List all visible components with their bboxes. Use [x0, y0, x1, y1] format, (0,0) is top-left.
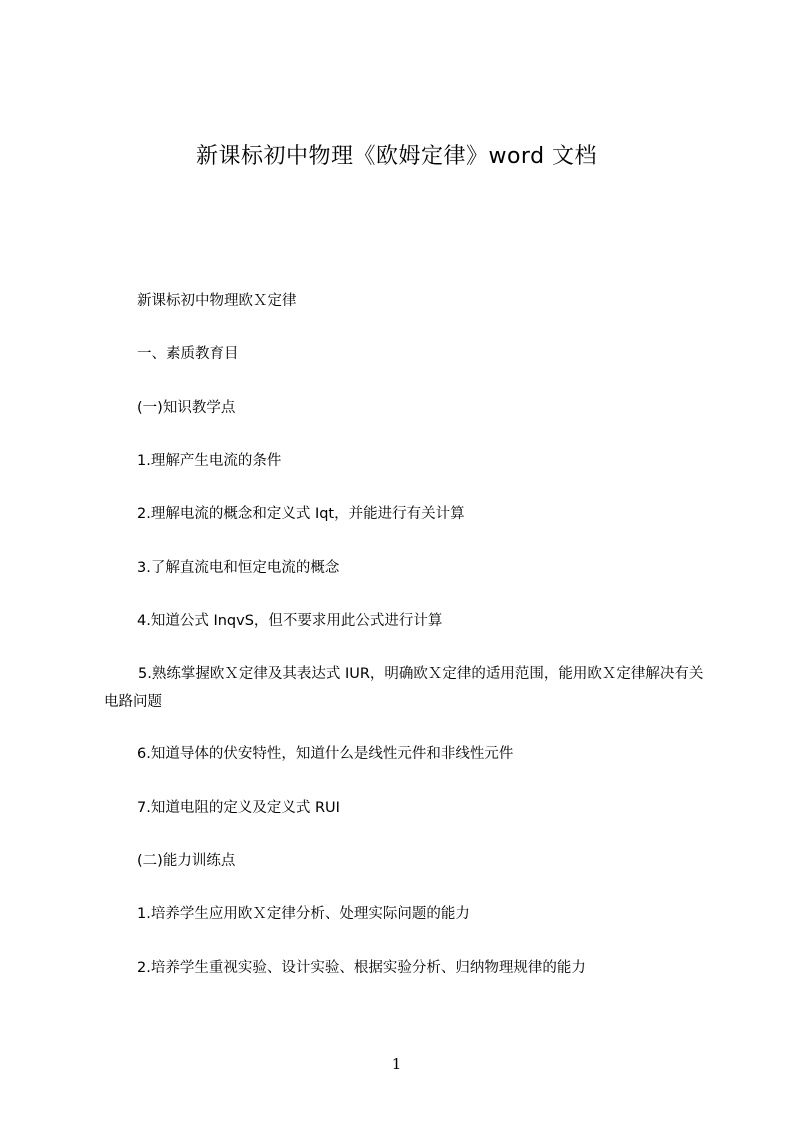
- page-number: 1: [391, 1055, 402, 1073]
- list-item-5: 5.熟练掌握欧Ｘ定律及其表达式 IUR，明确欧Ｘ定律的适用范围，能用欧Ｘ定律解决有关电路问题: [104, 666, 704, 710]
- list-item-6: 6.知道导体的伏安特性，知道什么是线性元件和非线性元件: [137, 746, 514, 762]
- document-title: 新课标初中物理《欧姆定律》word 文档: [195, 144, 598, 169]
- list-item-3: 3.了解直流电和恒定电流的概念: [137, 560, 340, 576]
- ability-item-2: 2.培养学生重视实验、设计实验、根据实验分析、归纳物理规律的能力: [137, 960, 586, 976]
- subsection-heading-knowledge: (一)知识教学点: [137, 400, 236, 416]
- list-item-1: 1.理解产生电流的条件: [137, 453, 282, 469]
- section-heading-quality-goals: 一、素质教育目: [137, 346, 239, 362]
- subsection-heading-ability: (二)能力训练点: [137, 853, 236, 869]
- list-item-2: 2.理解电流的概念和定义式 Iqt，并能进行有关计算: [137, 506, 465, 522]
- paragraph-subtitle: 新课标初中物理欧Ｘ定律: [137, 293, 297, 309]
- list-item-4: 4.知道公式 InqvS，但不要求用此公式进行计算: [137, 613, 443, 629]
- ability-item-1: 1.培养学生应用欧Ｘ定律分析、处理实际问题的能力: [137, 906, 470, 922]
- list-item-7: 7.知道电阻的定义及定义式 RUI: [137, 800, 340, 816]
